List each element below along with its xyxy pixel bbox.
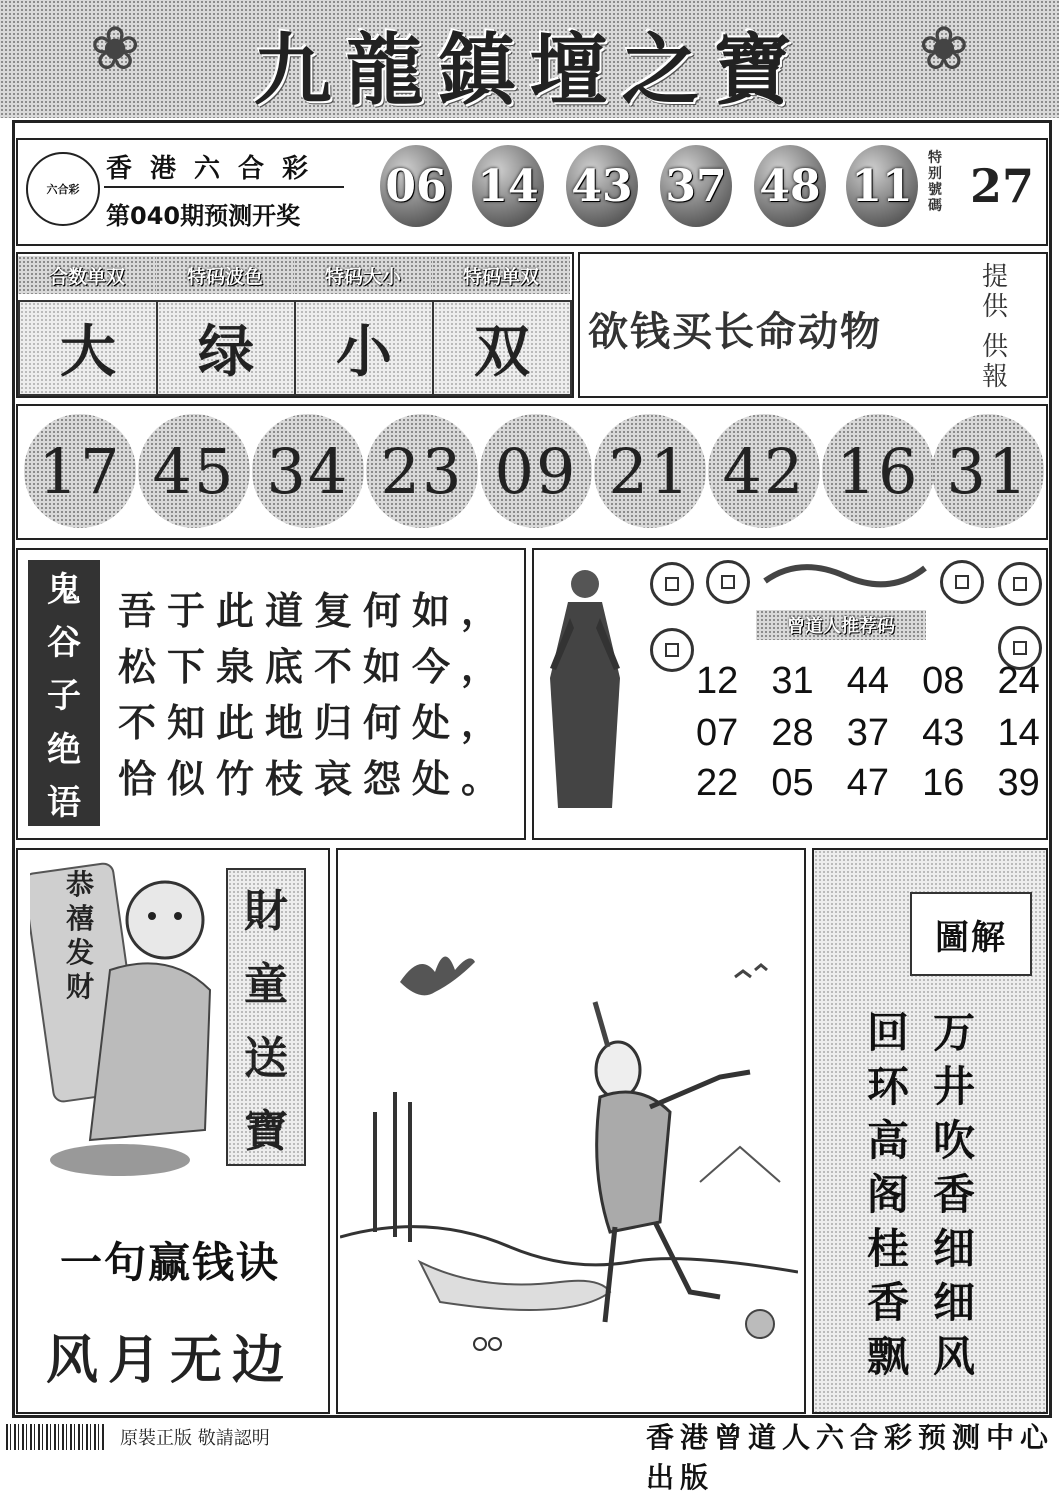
issue-text: 第040期预测开奖 <box>106 202 301 230</box>
poem-side-char: 语 <box>47 782 81 823</box>
banner-char: 財 <box>244 885 288 937</box>
riddle-char: 高 <box>866 1116 909 1165</box>
recommend-row: 07 28 37 43 14 <box>696 712 1040 754</box>
tip-provider-label: 提供 <box>982 262 1009 322</box>
riddle-char: 桂 <box>866 1224 909 1273</box>
dragon-ornament-left-icon: ❀ <box>90 14 141 84</box>
feature-header: 合数单双 <box>18 256 156 294</box>
result-ball: 11 <box>846 145 918 227</box>
poem-line: 吾于此道复何如， <box>118 588 511 633</box>
poem-line: 恰似竹枝哀怨处。 <box>118 756 511 801</box>
dragon-ornament-right-icon: ❀ <box>918 14 969 84</box>
feature-header: 特码波色 <box>156 256 294 294</box>
riddle-char: 香 <box>932 1170 975 1219</box>
riddle-char: 环 <box>866 1062 909 1111</box>
number-flower: 23 <box>366 414 478 528</box>
feature-header: 特码大小 <box>294 256 432 294</box>
boy-banner <box>226 868 306 1166</box>
riddle-char: 细 <box>932 1278 975 1327</box>
number-flower: 21 <box>594 414 706 528</box>
divider <box>104 186 344 188</box>
coin-icon <box>940 560 984 604</box>
riddle-char: 风 <box>932 1332 975 1381</box>
banner-char: 童 <box>244 959 288 1011</box>
riddle-column <box>864 1006 912 1384</box>
number-flower: 34 <box>252 414 364 528</box>
feature-value: 双 <box>432 300 572 396</box>
header-banner <box>0 0 1059 118</box>
coin-icon <box>998 562 1042 606</box>
banner-char: 寶 <box>244 1106 288 1158</box>
poem-side-label <box>28 560 100 826</box>
special-ball: 27 <box>969 159 1034 213</box>
riddle-char: 井 <box>932 1062 975 1111</box>
coin-icon <box>650 562 694 606</box>
number-flower: 42 <box>708 414 820 528</box>
poem-line: 不知此地归何处， <box>118 700 511 745</box>
poem-side-char: 鬼 <box>47 570 81 611</box>
result-ball: 48 <box>754 145 826 227</box>
special-number-label: 特别號碼 <box>928 150 942 214</box>
riddle-label: 圖解 <box>910 892 1032 976</box>
riddle-char: 万 <box>932 1008 975 1057</box>
scroll-char: 财 <box>65 970 94 1003</box>
footer-publisher: 香港曾道人六合彩预测中心出版 <box>646 1421 1055 1494</box>
riddle-char: 回 <box>866 1008 909 1057</box>
man-figure-illustration <box>540 558 630 818</box>
poem-side-char: 子 <box>47 676 81 717</box>
riddle-char: 香 <box>866 1278 909 1327</box>
scroll-char: 恭 <box>65 868 94 901</box>
feature-value: 绿 <box>156 300 296 396</box>
recommend-row: 22 05 47 16 39 <box>696 762 1040 804</box>
dragon-ornament-icon <box>760 556 930 596</box>
lottery-name: 香港六合彩 <box>106 154 327 184</box>
riddle-char: 细 <box>932 1224 975 1273</box>
lottery-logo: 六合彩 <box>26 152 100 226</box>
verse-text: 风月无边 <box>45 1330 294 1391</box>
result-ball: 14 <box>472 145 544 227</box>
number-flower: 16 <box>822 414 934 528</box>
poem-side-char: 谷 <box>47 623 81 664</box>
tip-text: 欲钱买长命动物 <box>588 308 882 355</box>
result-ball: 06 <box>380 145 452 227</box>
number-flower: 09 <box>480 414 592 528</box>
footer-authenticity-note: 原裝正版 敬請認明 <box>120 1428 270 1449</box>
barcode <box>6 1424 106 1450</box>
number-flower: 45 <box>138 414 250 528</box>
number-flower: 17 <box>24 414 136 528</box>
boy-scroll-text <box>30 866 130 1006</box>
poem-line: 松下泉底不如今， <box>118 644 511 689</box>
recommend-title: 曾道人推荐码 <box>756 610 926 640</box>
scene-illustration <box>340 852 798 1406</box>
coin-icon <box>650 628 694 672</box>
scroll-char: 发 <box>65 936 94 969</box>
feature-header: 特码单双 <box>432 256 570 294</box>
riddle-char: 吹 <box>932 1116 975 1165</box>
number-flower: 31 <box>932 414 1044 528</box>
riddle-char: 阁 <box>866 1170 909 1219</box>
scroll-char: 禧 <box>65 902 94 935</box>
verse-title: 一句赢钱诀 <box>59 1238 280 1287</box>
banner-char: 送 <box>244 1032 288 1084</box>
riddle-column <box>930 1006 978 1384</box>
feature-value: 大 <box>18 300 158 396</box>
feature-value: 小 <box>294 300 434 396</box>
result-ball: 37 <box>660 145 732 227</box>
page-title: 九龍鎮壇之寶 <box>253 25 806 116</box>
result-ball: 43 <box>566 145 638 227</box>
tip-provider-label: 供報 <box>982 332 1009 392</box>
riddle-char: 飘 <box>866 1332 909 1381</box>
recommend-row: 12 31 44 08 24 <box>696 660 1040 702</box>
poem-side-char: 绝 <box>47 729 81 770</box>
coin-icon <box>706 560 750 604</box>
